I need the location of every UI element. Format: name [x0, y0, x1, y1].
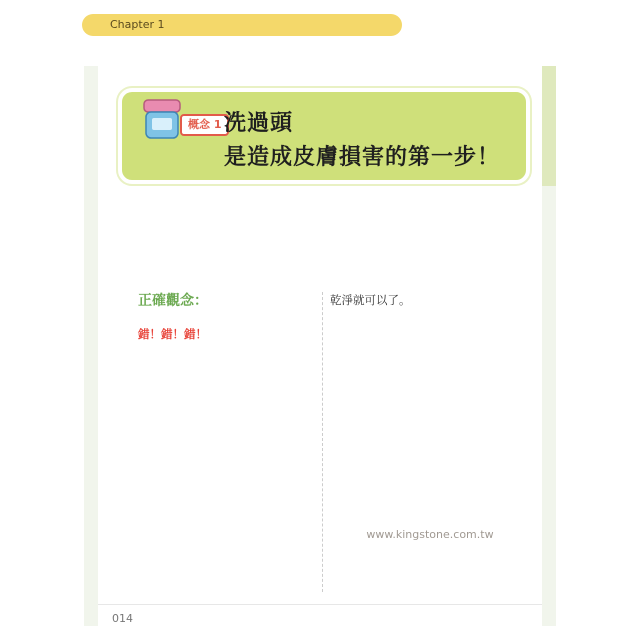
footer-rule — [98, 604, 542, 605]
chapter-side-tab — [542, 66, 556, 186]
item1-body — [138, 324, 316, 345]
concept-title-line2: 是造成皮膚損害的第一步！ — [224, 145, 501, 170]
cream-jar-icon — [140, 96, 184, 142]
header-breadcrumb — [82, 14, 402, 36]
concept-badge: 概念 1 — [180, 114, 229, 136]
item2-continued-text: 乾淨就可以了。 — [330, 293, 411, 307]
page-left-margin — [84, 66, 98, 626]
right-column — [330, 290, 512, 325]
concept-title-line1: 洗過頭 — [224, 111, 294, 136]
left-column — [138, 290, 316, 359]
item1-wrong-callout: 錯！錯！錯！ — [138, 327, 207, 341]
watermark-url: www.kingstone.com.tw — [366, 528, 494, 541]
page-number: 014 — [112, 612, 133, 625]
column-divider — [322, 292, 323, 592]
section-title-correct-concept: 正確觀念： — [138, 293, 208, 309]
breadcrumb-chapter: Chapter 1 — [110, 18, 165, 31]
